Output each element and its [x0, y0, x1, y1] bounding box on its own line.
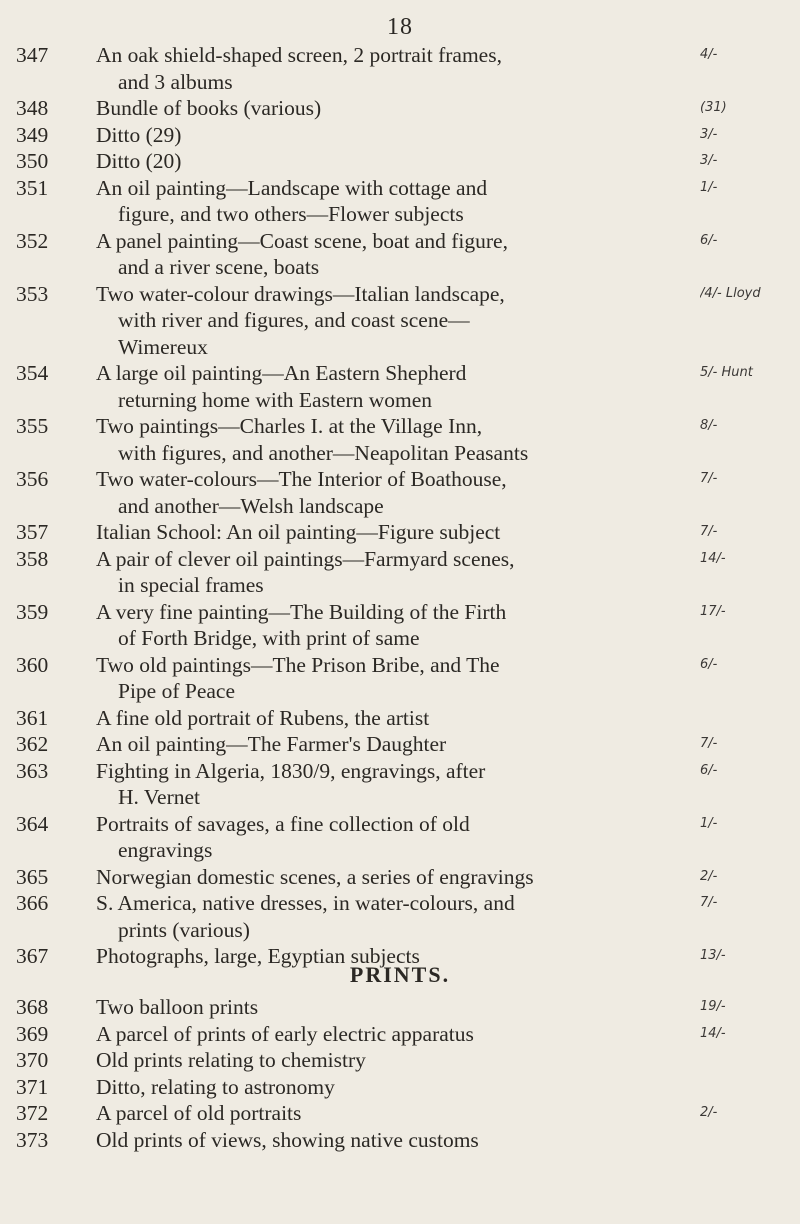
lot-number: 371	[16, 1074, 49, 1099]
lot-description-line: prints (various)	[118, 917, 250, 942]
handwritten-price-annotation: 1/-	[700, 815, 718, 831]
lot-entry	[0, 228, 800, 281]
lot-description	[96, 994, 700, 1021]
lot-description-line: A parcel of old portraits	[96, 1101, 302, 1125]
lot-entry	[0, 705, 800, 732]
lot-description-line: Fighting in Algeria, 1830/9, engravings, after	[96, 758, 486, 783]
lot-entry	[0, 413, 800, 466]
lot-description-line: returning home with Eastern women	[118, 387, 433, 412]
lot-number: 349	[16, 122, 49, 147]
lot-number: 360	[16, 652, 49, 677]
lot-description	[96, 758, 700, 811]
handwritten-price-annotation: 17/-	[700, 603, 726, 619]
lot-description-line: Old prints of views, showing native customs	[96, 1127, 479, 1152]
lot-description	[96, 811, 700, 864]
lot-description-line: A pair of clever oil paintings—Farmyard scenes,	[96, 546, 515, 571]
lot-list	[0, 42, 800, 970]
lot-entry	[0, 546, 800, 599]
lot-number: 350	[16, 149, 49, 173]
lot-number: 365	[16, 864, 49, 889]
lot-description	[96, 1047, 700, 1074]
lot-description-line: of Forth Bridge, with print of same	[118, 626, 420, 650]
lot-number: 370	[16, 1048, 49, 1072]
lot-description-line: A very fine painting—The Building of the Firth	[96, 599, 507, 624]
lot-description	[96, 731, 700, 758]
lot-description-line: Two old paintings—The Prison Bribe, and The	[96, 652, 500, 677]
lot-description-line: Two balloon prints	[96, 995, 259, 1019]
lot-entry	[0, 864, 800, 891]
lot-description	[96, 652, 700, 705]
lot-entry	[0, 758, 800, 811]
handwritten-price-annotation: 7/-	[700, 736, 718, 751]
lot-number: 353	[16, 281, 49, 306]
lot-description-line: Wimereux	[118, 334, 208, 359]
section-heading-prints: PRINTS.	[349, 962, 451, 987]
handwritten-price-annotation: 5/- Hunt	[700, 365, 753, 380]
lot-description-line: Two water-colours—The Interior of Boathouse,	[96, 467, 507, 491]
lot-description	[96, 122, 700, 149]
handwritten-price-annotation: 3/-	[700, 126, 718, 142]
handwritten-price-annotation: 2/-	[700, 1105, 718, 1120]
lot-description	[96, 466, 700, 519]
handwritten-price-annotation: 1/-	[700, 179, 718, 195]
lot-number: 364	[16, 811, 49, 836]
handwritten-price-annotation: 7/-	[700, 895, 718, 910]
lot-description-line: Ditto (29)	[96, 122, 182, 147]
lot-entry	[0, 281, 800, 361]
lot-number: 355	[16, 414, 49, 438]
lot-description	[96, 705, 700, 732]
lot-entry	[0, 1127, 800, 1154]
lot-entry	[0, 731, 800, 758]
lot-description-line: Norwegian domestic scenes, a series of engravings	[96, 864, 534, 889]
lot-entry	[0, 599, 800, 652]
lot-number: 361	[16, 705, 49, 730]
lot-entry	[0, 1100, 800, 1127]
lot-description-line: and another—Welsh landscape	[118, 493, 384, 518]
lot-description	[96, 175, 700, 228]
lot-number: 347	[16, 43, 49, 67]
lot-description-line: Italian School: An oil painting—Figure subject	[96, 520, 501, 544]
lot-description	[96, 148, 700, 175]
lot-description-line: with river and figures, and coast scene—	[118, 308, 470, 332]
lot-entry	[0, 1074, 800, 1101]
handwritten-price-annotation: (31)	[700, 100, 727, 115]
handwritten-price-annotation: 8/-	[700, 418, 718, 433]
lot-entry	[0, 360, 800, 413]
lot-number: 358	[16, 546, 49, 571]
lot-description-line: Ditto (20)	[96, 149, 182, 173]
lot-number: 356	[16, 467, 49, 491]
lot-entry	[0, 652, 800, 705]
lot-description	[96, 546, 700, 599]
lot-description-line: and 3 albums	[118, 69, 233, 94]
lot-number: 366	[16, 891, 49, 915]
lot-number: 352	[16, 228, 49, 253]
lot-description-line: Bundle of books (various)	[96, 96, 322, 120]
handwritten-price-annotation: 14/-	[700, 1025, 726, 1041]
lot-description	[96, 1021, 700, 1048]
lot-entry	[0, 811, 800, 864]
lot-description-line: Pipe of Peace	[118, 679, 236, 703]
lot-number: 354	[16, 361, 49, 385]
lot-number: 369	[16, 1021, 49, 1046]
lot-number: 357	[16, 520, 49, 544]
lot-description	[96, 360, 700, 413]
lot-number: 372	[16, 1101, 49, 1125]
handwritten-price-annotation: /4/- Lloyd	[700, 285, 761, 301]
lot-description-line: S. America, native dresses, in water-colours, and	[96, 891, 515, 915]
handwritten-price-annotation: 2/-	[700, 868, 718, 884]
lot-description	[96, 599, 700, 652]
handwritten-price-annotation: 14/-	[700, 550, 726, 566]
lot-description-line: figure, and two others—Flower subjects	[118, 202, 464, 226]
lot-description	[96, 1074, 700, 1101]
handwritten-price-annotation: 13/-	[700, 948, 726, 963]
handwritten-price-annotation: 7/-	[700, 471, 718, 486]
lot-description-line: An oil painting—The Farmer's Daughter	[96, 732, 447, 756]
lot-description-line: Photographs, large, Egyptian subjects	[96, 944, 420, 968]
lot-description-line: A panel painting—Coast scene, boat and figure,	[96, 228, 508, 253]
lot-entry	[0, 122, 800, 149]
lot-number: 368	[16, 995, 49, 1019]
lot-entry	[0, 95, 800, 122]
lot-number: 367	[16, 944, 49, 968]
lot-description	[96, 1127, 700, 1154]
lot-description	[96, 519, 700, 546]
lot-entry	[0, 1047, 800, 1074]
lot-description-line: An oil painting—Landscape with cottage and	[96, 175, 488, 200]
lot-entry	[0, 890, 800, 943]
lot-description-line: Old prints relating to chemistry	[96, 1048, 366, 1072]
lot-description-line: An oak shield-shaped screen, 2 portrait frames,	[96, 43, 502, 67]
lot-description-line: Two water-colour drawings—Italian landscape,	[96, 281, 505, 306]
handwritten-price-annotation: 19/-	[700, 999, 726, 1014]
lot-entry	[0, 1021, 800, 1048]
lot-description-line: with figures, and another—Neapolitan Peasants	[118, 440, 529, 465]
lot-description-line: in special frames	[118, 573, 264, 597]
lot-number: 348	[16, 96, 49, 120]
lot-description-line: and a river scene, boats	[118, 255, 320, 279]
lot-description-line: Two paintings—Charles I. at the Village Inn,	[96, 414, 483, 438]
lot-number: 363	[16, 758, 49, 783]
lot-entry	[0, 148, 800, 175]
handwritten-price-annotation: 6/-	[700, 232, 718, 248]
handwritten-price-annotation: 7/-	[700, 524, 718, 539]
lot-description-line: A large oil painting—An Eastern Shepherd	[96, 361, 467, 385]
lot-number: 362	[16, 732, 49, 756]
lot-description	[96, 413, 700, 466]
lot-description	[96, 95, 700, 122]
lot-entry	[0, 175, 800, 228]
lot-entry	[0, 994, 800, 1021]
lot-description	[96, 864, 700, 891]
lot-description-line: Portraits of savages, a fine collection of old	[96, 811, 470, 836]
lot-description-line: H. Vernet	[118, 785, 201, 809]
lot-description	[96, 1100, 700, 1127]
lot-number: 351	[16, 175, 49, 200]
lot-description	[96, 281, 700, 361]
lot-description-line: A parcel of prints of early electric apparatus	[96, 1021, 474, 1046]
lot-entry	[0, 519, 800, 546]
lot-entry	[0, 466, 800, 519]
prints-list	[0, 994, 800, 1153]
handwritten-price-annotation: 6/-	[700, 656, 718, 672]
lot-description-line: Ditto, relating to astronomy	[96, 1074, 335, 1099]
handwritten-price-annotation: 3/-	[700, 153, 718, 168]
lot-description-line: engravings	[118, 838, 213, 862]
lot-description	[96, 42, 700, 95]
lot-entry	[0, 42, 800, 95]
handwritten-price-annotation: 6/-	[700, 762, 718, 778]
handwritten-price-annotation: 4/-	[700, 47, 718, 62]
lot-description	[96, 228, 700, 281]
lot-description	[96, 890, 700, 943]
lot-number: 373	[16, 1127, 49, 1152]
page-number: 18	[387, 14, 413, 40]
lot-number: 359	[16, 599, 49, 624]
lot-description-line: A fine old portrait of Rubens, the artist	[96, 705, 430, 730]
